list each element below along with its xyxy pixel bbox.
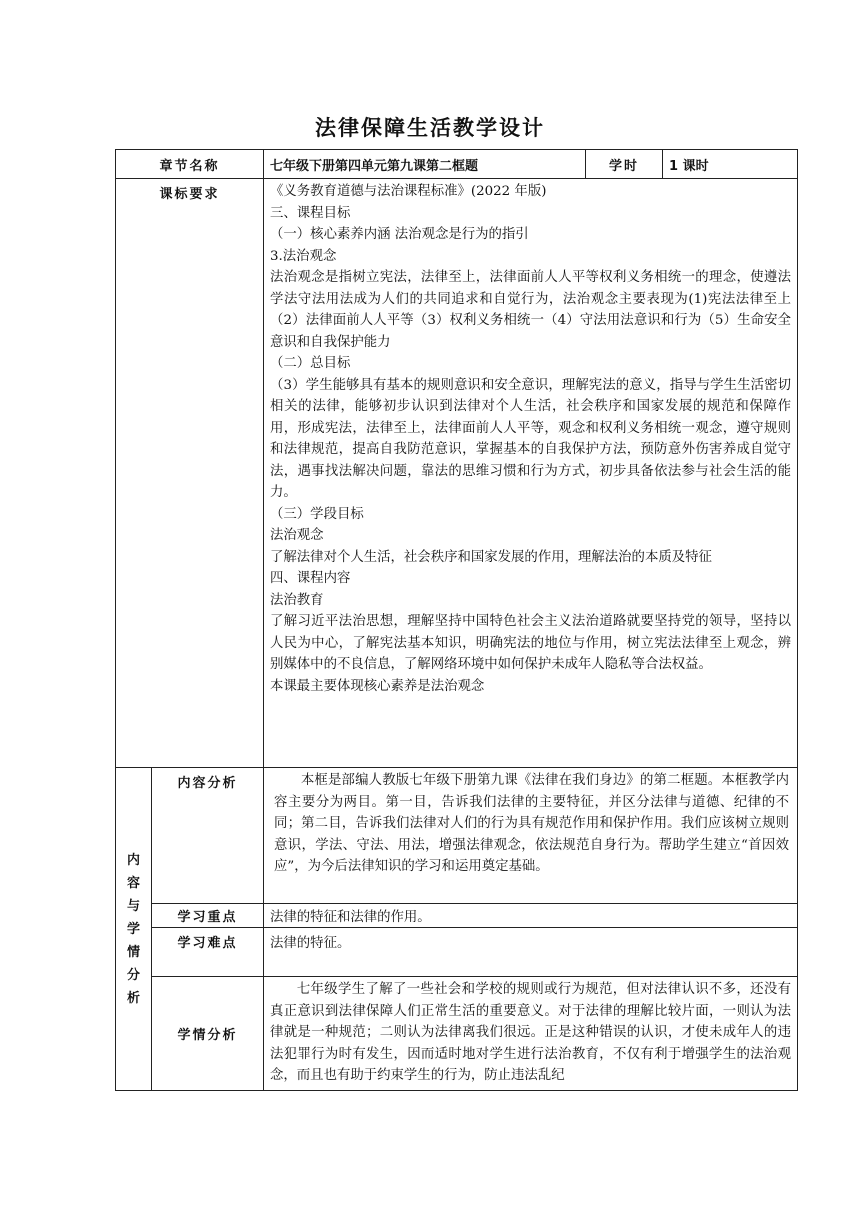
curriculum-line: 三、课程目标: [270, 205, 351, 221]
difficulty-label: 学习难点: [152, 928, 264, 977]
chapter-value: 七年级下册第四单元第九课第二框题: [264, 150, 586, 179]
header-row: [116, 150, 798, 179]
goal-heading: （二）总目标: [270, 356, 351, 371]
content-paragraph: 了解习近平法治思想，理解坚持中国特色社会主义法治道路就要坚持党的领导，坚持以人民为中心，了解宪法基本知识，明确宪法的地位与作用，树立宪法法律至上观念，辨别媒体中的不良信息，了解网络环境中如何保护未成年人隐私等合法权益。: [270, 614, 792, 672]
student-analysis-label: 学情分析: [152, 977, 264, 1091]
period-value: 1 课时: [663, 150, 798, 179]
goal-paragraph: （3）学生能够具有基本的规则意识和安全意识，理解宪法的意义，指导与学生生活密切相关的法律，能够初步认识到法律对个人生活，社会秩序和国家发展的规范和保障作用，形成宪法，法律至上，法律面前人人平等，观念和权利义务相统一观念，遵守规则和法律规范，提高自我防范意识，掌握基本的自我保护方法，预防意外伤害养成自觉守法，遇事找法解决问题，靠法的思维习惯和行为方式，初步具备依法参与社会生活的能力。: [270, 377, 792, 500]
curriculum-line: 法治教育: [270, 592, 324, 608]
rule-of-law-paragraph: 法治观念是指树立宪法，法律至上，法律面前人人平等权利义务相统一的理念，使遵法学法守法用法成为人们的共同追求和自觉行为，法治观念主要表现为(1)宪法法律至上（2）法律面前人人平等（3）权利义务相统一（4）守法用法意识和行为（5）生命安全意识和自我保护能力: [270, 270, 792, 350]
difficulty-row: [116, 928, 798, 977]
curriculum-line: （一）核心素养内涵 法治观念是行为的指引: [270, 227, 529, 242]
lesson-design-table: [115, 149, 798, 1091]
key-point-text: 法律的特征和法律的作用。: [264, 904, 798, 928]
page-title: 法律保障生活教学设计: [315, 116, 545, 140]
chapter-label: 章节名称: [116, 150, 264, 179]
curriculum-label: 课标要求: [116, 179, 264, 768]
key-point-row: [116, 904, 798, 928]
curriculum-content: [264, 179, 798, 768]
curriculum-line: 3.法治观念: [270, 248, 337, 264]
curriculum-line: 四、课程内容: [270, 571, 351, 586]
student-analysis-text: 七年级学生了解了一些社会和学校的规则或行为规范，但对法律认识不多，还没有真正意识到法律保障人们正常生活的重要意义。对于法律的理解比较片面，一则认为法律就是一种规范；二则认为法律离我们很远。正是这种错误的认识，才使未成年人的违法犯罪行为时有发生，因而适时地对学生进行法治教育，不仅有利于增强学生的法治观念，而且也有助于约束学生的行为，防止违法乱纪: [270, 982, 792, 1083]
curriculum-line: （三）学段目标: [270, 506, 364, 522]
content-analysis-row: [116, 768, 798, 904]
curriculum-row: [116, 179, 798, 768]
content-analysis-cell: [264, 768, 798, 904]
curriculum-line: 法治观念: [270, 528, 324, 543]
key-point-label: 学习重点: [152, 904, 264, 928]
curriculum-line: 《义务教育道德与法治课程标准》(2022 年版): [270, 184, 547, 199]
curriculum-line: 了解法律对个人生活，社会秩序和国家发展的作用，理解法治的本质及特征: [270, 549, 712, 565]
difficulty-text: 法律的特征。: [264, 928, 798, 977]
content-analysis-text: 本框是部编人教版七年级下册第九课《法律在我们身边》的第二框题。本框教学内容主要分为两目。第一目，告诉我们法律的主要特征，并区分法律与道德、纪律的不同；第二目，告诉我们法律对人们的行为具有规范作用和保护作用。我们应该树立规则意识，学法、守法、用法，增强法律观念，依法规范自身行为。帮助学生建立“首因效应”，为今后法律知识的学习和运用奠定基础。: [274, 773, 790, 874]
analysis-vertical-label: 内 容 与 学 情 分 析: [116, 768, 152, 1091]
core-literacy-line: 本课最主要体现核心素养是法治观念: [270, 678, 485, 694]
content-analysis-label: 内容分析: [152, 768, 264, 904]
student-analysis-cell: [264, 977, 798, 1091]
period-label: 学时: [586, 150, 663, 179]
student-analysis-row: [116, 977, 798, 1091]
